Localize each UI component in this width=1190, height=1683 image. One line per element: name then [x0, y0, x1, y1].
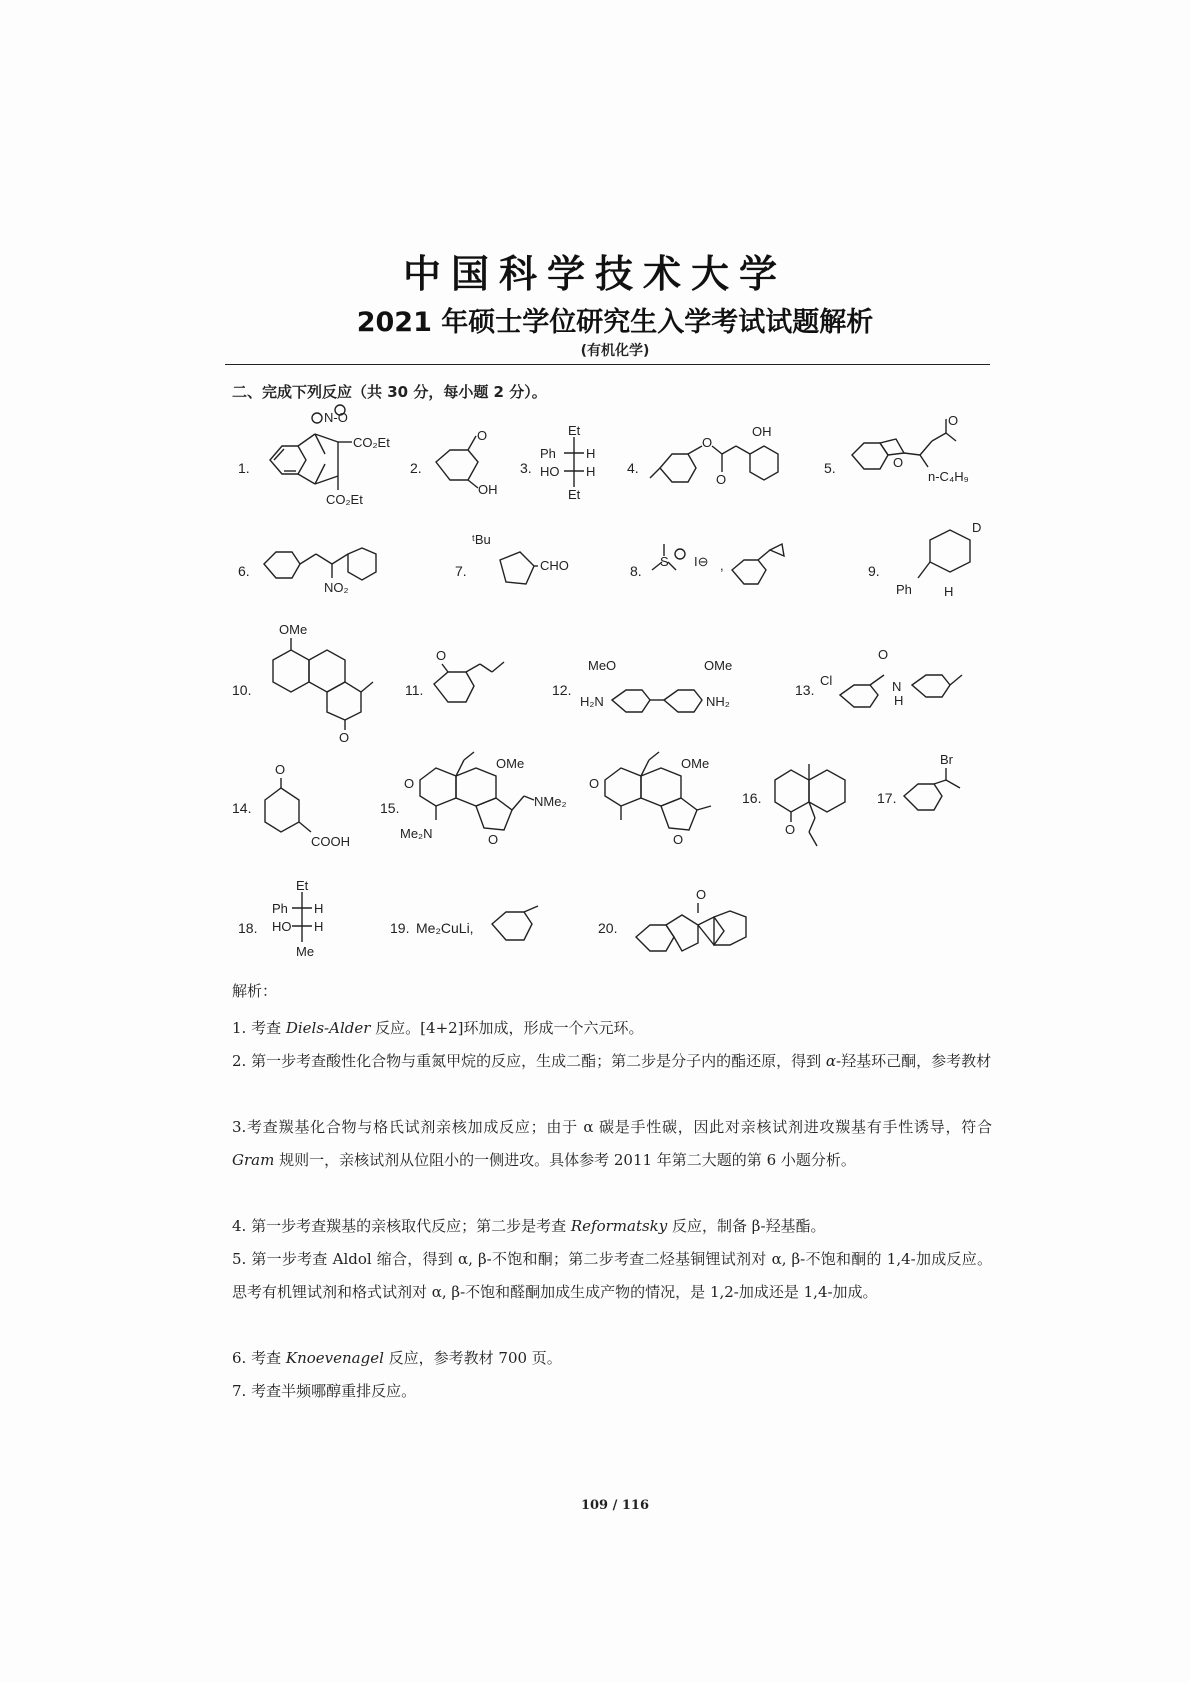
question-number-16: 16.: [742, 790, 762, 806]
analysis-item-6-em: Knoevenagel: [285, 1349, 384, 1367]
label-h-3b: H: [586, 464, 596, 479]
label-o-11: O: [436, 648, 447, 663]
analysis-item-2-pre: 2. 第一步考查酸性化合物与重氮甲烷的反应，生成二酯；第二步是分子内的酯还原，得到: [232, 1052, 826, 1070]
reagent-me2culi: Me₂CuLi,: [416, 920, 474, 936]
label-h2n: H₂N: [580, 694, 604, 709]
label-o-15b: O: [488, 832, 499, 847]
label-s: S: [660, 554, 669, 569]
analysis-item-4-em: Reformatsky: [570, 1217, 668, 1235]
label-ome-15: OMe: [496, 756, 525, 771]
question-number-9: 9.: [868, 563, 880, 579]
analysis-heading: 解析：: [232, 982, 278, 1000]
structure-14: [255, 762, 365, 852]
question-number-18: 18.: [238, 920, 258, 936]
structure-2: [428, 428, 508, 502]
analysis-item-5: [232, 1243, 992, 1309]
label-me-18: Me: [296, 944, 315, 959]
label-n-13: N: [892, 679, 902, 694]
label-ho-3: HO: [540, 464, 560, 479]
label-ph-9: Ph: [896, 582, 912, 597]
label-co2et-bottom: CO₂Et: [326, 492, 363, 507]
question-number-10: 10.: [232, 682, 252, 698]
analysis-item-7-pre: 7. 考查半频哪醇重排反应。: [232, 1382, 417, 1400]
label-nc4h9: n-C₄H₉: [928, 469, 969, 484]
analysis-item-1-post: 反应。[4+2]环加成，形成一个六元环。: [370, 1019, 644, 1037]
label-oh-4: OH: [752, 424, 772, 439]
university-name: 中国科学技术大学: [402, 251, 787, 296]
label-o-4b: O: [716, 472, 727, 487]
label-oh-2: OH: [478, 482, 498, 497]
analysis-item-2-post: -羟基环己酮，参考教材: [836, 1052, 992, 1070]
label-comma: ,: [720, 558, 724, 573]
question-number-12: 12.: [552, 682, 572, 698]
structure-17: [900, 752, 990, 842]
question-number-20: 20.: [598, 920, 618, 936]
question-number-15: 15.: [380, 800, 400, 816]
structure-3: [540, 425, 610, 505]
label-o-13: O: [878, 647, 889, 662]
label-i-minus: I⊖: [694, 554, 709, 569]
section-title: 二、完成下列反应（共 30 分，每小题 2 分）。: [232, 383, 547, 401]
label-et-3a: Et: [568, 423, 581, 438]
label-ome-15b: OMe: [681, 756, 710, 771]
structure-8: [650, 530, 800, 600]
question-number-3: 3.: [520, 460, 532, 476]
label-o-15c: O: [589, 776, 600, 791]
analysis-item-4: [232, 1210, 992, 1243]
analysis-item-1-em: Diels-Alder: [285, 1019, 371, 1037]
label-ho-18: HO: [272, 919, 292, 934]
label-h-18a: H: [314, 901, 324, 916]
question-number-17: 17.: [877, 790, 897, 806]
label-h-13: H: [894, 693, 904, 708]
question-number-11: 11.: [405, 682, 424, 698]
question-number-2: 2.: [410, 460, 422, 476]
structure-19: [484, 900, 554, 960]
structure-7: [472, 530, 592, 600]
label-no2: NO₂: [324, 580, 349, 595]
analysis-item-4-post: 反应，制备 β-羟基酯。: [667, 1217, 826, 1235]
label-o-16: O: [785, 822, 796, 837]
structure-4: [650, 420, 810, 500]
question-number-1: 1.: [238, 460, 250, 476]
label-o-5a: O: [893, 455, 904, 470]
label-nme2: NMe₂: [534, 794, 567, 809]
analysis-item-2: [232, 1045, 992, 1078]
label-cooh: COOH: [311, 834, 350, 849]
analysis-item-1-pre: 1. 考查: [232, 1019, 286, 1037]
analysis-item-3-pre: 3.考查羰基化合物与格氏试剂亲核加成反应；由于 α 碳是手性碳，因此对亲核试剂进攻羰基有手性诱导，符合: [232, 1118, 992, 1136]
label-o-2: O: [477, 428, 488, 443]
label-nh2: NH₂: [706, 694, 730, 709]
label-me2n: Me₂N: [400, 826, 433, 841]
label-et-3b: Et: [568, 487, 581, 502]
structure-10: [255, 620, 385, 745]
label-o-15a: O: [404, 776, 415, 791]
label-co2et-top: CO₂Et: [353, 435, 390, 450]
structure-5: [846, 415, 996, 505]
label-tbu: ᵗBu: [472, 532, 491, 547]
structure-15-product: [585, 740, 735, 860]
label-cho: CHO: [540, 558, 569, 573]
structure-11: [428, 650, 518, 730]
structure-16: [765, 750, 875, 860]
label-ome-12: OMe: [704, 658, 733, 673]
analysis-item-2-em: α: [825, 1052, 836, 1070]
label-cl: Cl: [820, 673, 833, 688]
label-et-18: Et: [296, 878, 309, 893]
label-ph-3: Ph: [540, 446, 556, 461]
label-ph-18: Ph: [272, 901, 288, 916]
question-number-6: 6.: [238, 563, 250, 579]
structure-9: [890, 520, 1000, 610]
analysis-item-3-post: 规则一，亲核试剂从位阻小的一侧进攻。具体参考 2011 年第二大题的第 6 小题分析。: [274, 1151, 856, 1169]
label-o-5b: O: [948, 413, 959, 428]
label-o-15d: O: [673, 832, 684, 847]
structure-18: [268, 880, 338, 970]
question-number-7: 7.: [455, 563, 467, 579]
label-o-20: O: [696, 887, 707, 902]
structure-13: [820, 645, 990, 735]
analysis-item-5-pre: 5. 第一步考查 Aldol 缩合，得到 α, β-不饱和酮；第二步考查二烃基铜锂试剂对 α, β-不饱和酮的 1,4-加成反应。思考有机锂试剂和格式试剂对 α, β-不饱和醛酮加成生成产物的情况，是 1,2-加成还是 1,4-加成。: [232, 1250, 992, 1301]
analysis-item-6: [232, 1342, 992, 1375]
analysis-item-7: [232, 1375, 992, 1408]
page-number: 109 / 116: [580, 1498, 650, 1513]
question-number-5: 5.: [824, 460, 836, 476]
question-number-13: 13.: [795, 682, 815, 698]
label-h-9: H: [944, 584, 954, 599]
structure-15: [400, 740, 580, 860]
label-ome-10: OMe: [279, 622, 308, 637]
question-number-4: 4.: [627, 460, 639, 476]
label-h-3a: H: [586, 446, 596, 461]
label-br: Br: [940, 752, 953, 767]
analysis-item-3: [232, 1111, 992, 1177]
label-d: D: [972, 520, 982, 535]
analysis-item-6-pre: 6. 考查: [232, 1349, 286, 1367]
label-meo-12: MeO: [588, 658, 617, 673]
label-o-14: O: [275, 762, 286, 777]
structure-12: [580, 650, 780, 730]
label-n-o: N-O: [324, 410, 348, 425]
analysis-item-3-em: Gram: [232, 1151, 275, 1169]
structure-20: [630, 885, 780, 975]
document-title: 2021 年硕士学位研究生入学考试试题解析: [356, 307, 874, 338]
question-number-19: 19.: [390, 920, 410, 936]
label-o-4a: O: [702, 435, 713, 450]
structure-1: [260, 412, 390, 512]
label-h-18b: H: [314, 919, 324, 934]
header-rule: [225, 364, 990, 365]
document-subject: (有机化学): [580, 343, 650, 359]
question-number-14: 14.: [232, 800, 252, 816]
analysis-item-4-pre: 4. 第一步考查羰基的亲核取代反应；第二步是考查: [232, 1217, 571, 1235]
analysis-item-1: [232, 1012, 992, 1045]
structure-6: [258, 530, 408, 600]
analysis-item-6-post: 反应，参考教材 700 页。: [383, 1349, 562, 1367]
label-o-10: O: [339, 730, 350, 745]
question-number-8: 8.: [630, 563, 642, 579]
